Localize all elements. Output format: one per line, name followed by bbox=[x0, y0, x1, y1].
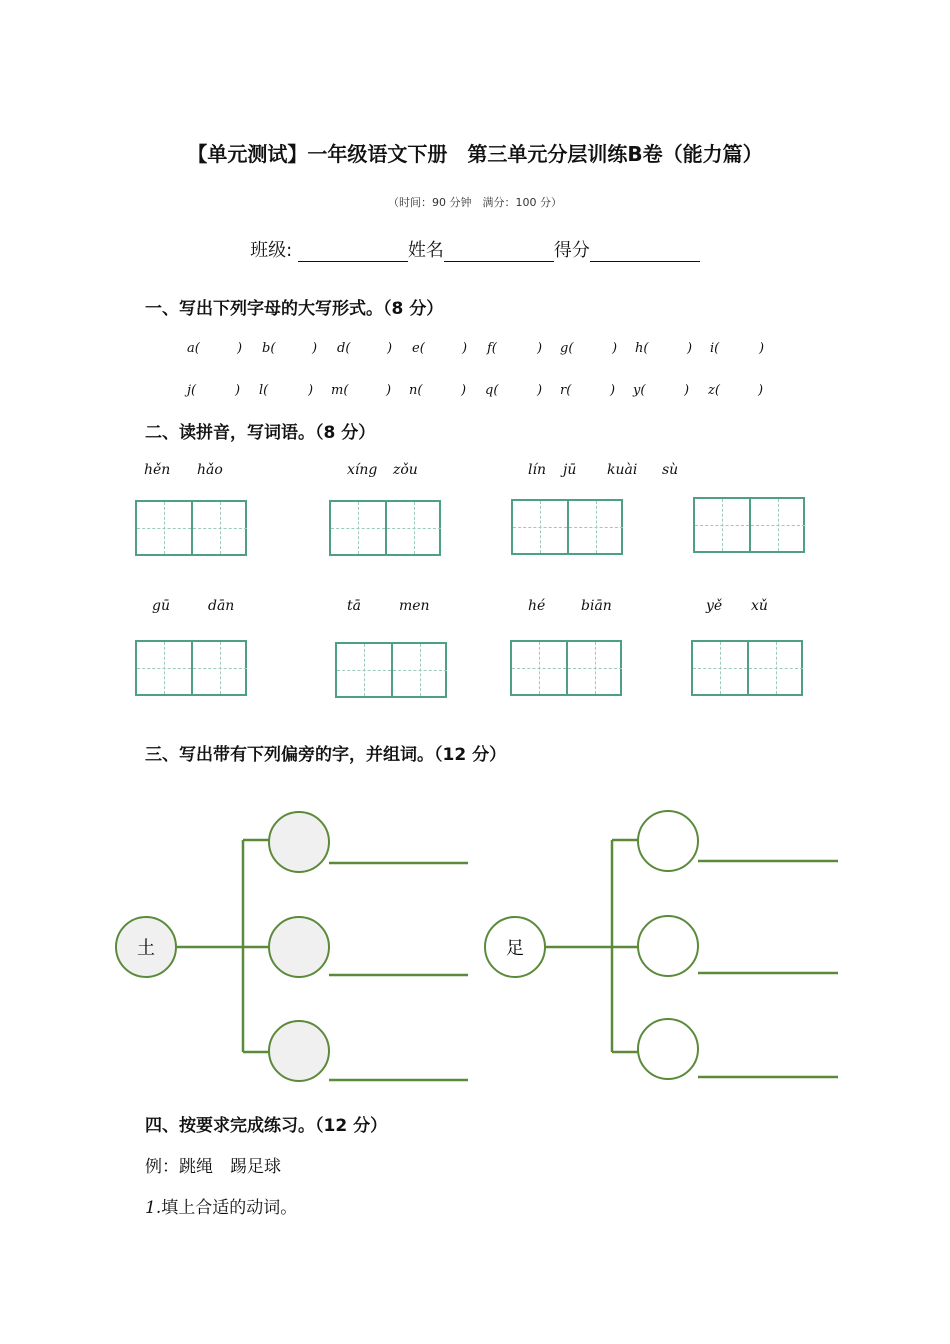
letter-item: b( bbox=[262, 341, 276, 356]
letter-close: ) bbox=[759, 341, 765, 356]
pinyin-syllable: lín bbox=[528, 462, 546, 478]
letter-close: ) bbox=[235, 383, 241, 398]
pinyin-syllable: men bbox=[399, 598, 430, 614]
section2-heading: 二、读拼音，写词语。（8 分） bbox=[145, 423, 376, 443]
pinyin-syllable: dān bbox=[208, 598, 235, 614]
letter-close: ) bbox=[610, 383, 616, 398]
pinyin-syllable: hěn bbox=[144, 462, 171, 478]
writing-grid[interactable] bbox=[693, 497, 805, 553]
student-info-line bbox=[0, 236, 950, 262]
section1-heading: 一、写出下列字母的大写形式。（8 分） bbox=[145, 299, 444, 319]
letter-item: i( bbox=[710, 341, 720, 356]
answer-circle[interactable] bbox=[269, 917, 329, 977]
letter-item: j( bbox=[187, 383, 197, 398]
answer-circle[interactable] bbox=[638, 811, 698, 871]
letter-item: d( bbox=[337, 341, 351, 356]
letter-close: ) bbox=[387, 341, 393, 356]
pinyin-syllable: tā bbox=[347, 598, 361, 614]
question-text: 填上合适的动词。 bbox=[161, 1198, 298, 1218]
pinyin-syllable: xǔ bbox=[751, 598, 768, 614]
letter-item: a( bbox=[187, 341, 200, 356]
example-line: 例：跳绳 踢足球 bbox=[145, 1157, 281, 1177]
letter-close: ) bbox=[687, 341, 693, 356]
radical-tree-right bbox=[485, 811, 838, 1079]
letter-item: y( bbox=[633, 383, 646, 398]
pinyin-syllable: jū bbox=[563, 462, 577, 478]
writing-grid[interactable] bbox=[691, 640, 803, 696]
letter-close: ) bbox=[758, 383, 764, 398]
radical-diagram bbox=[0, 790, 950, 1100]
page-title: 【单元测试】一年级语文下册 第三单元分层训练B卷（能力篇） bbox=[187, 142, 763, 166]
letter-close: ) bbox=[684, 383, 690, 398]
letter-item: f( bbox=[487, 341, 497, 356]
pinyin-syllable: hǎo bbox=[197, 462, 223, 478]
question-1 bbox=[145, 1193, 297, 1218]
letter-item: n( bbox=[409, 383, 423, 398]
letter-close: ) bbox=[237, 341, 243, 356]
letter-item: q( bbox=[485, 383, 499, 398]
name-label: 姓名 bbox=[407, 240, 444, 261]
radical-label: 土 bbox=[137, 938, 155, 959]
letter-close: ) bbox=[462, 341, 468, 356]
radical-label: 足 bbox=[506, 938, 524, 959]
letter-close: ) bbox=[308, 383, 314, 398]
class-label: 班级: bbox=[250, 240, 293, 261]
section4-heading: 四、按要求完成练习。（12 分） bbox=[145, 1116, 388, 1136]
name-blank[interactable] bbox=[444, 241, 554, 262]
score-blank[interactable] bbox=[590, 241, 700, 262]
writing-grid[interactable] bbox=[329, 500, 441, 556]
letter-item: e( bbox=[412, 341, 425, 356]
pinyin-syllable: yě bbox=[706, 598, 723, 614]
answer-circle[interactable] bbox=[269, 812, 329, 872]
score-label: 得分 bbox=[553, 240, 590, 261]
letter-close: ) bbox=[461, 383, 467, 398]
answer-circle[interactable] bbox=[269, 1021, 329, 1081]
writing-grid[interactable] bbox=[511, 499, 623, 555]
pinyin-syllable: kuài bbox=[607, 462, 638, 478]
answer-circle[interactable] bbox=[638, 1019, 698, 1079]
letter-close: ) bbox=[537, 341, 543, 356]
pinyin-syllable: zǒu bbox=[393, 462, 418, 478]
letter-item: l( bbox=[259, 383, 269, 398]
writing-grid[interactable] bbox=[510, 640, 622, 696]
letter-item: r( bbox=[560, 383, 572, 398]
pinyin-syllable: biān bbox=[581, 598, 612, 614]
letter-item: h( bbox=[635, 341, 649, 356]
letter-item: g( bbox=[560, 341, 574, 356]
writing-grid[interactable] bbox=[135, 500, 247, 556]
letter-item: z( bbox=[708, 383, 720, 398]
writing-grid[interactable] bbox=[335, 642, 447, 698]
letter-close: ) bbox=[386, 383, 392, 398]
letter-close: ) bbox=[537, 383, 543, 398]
exam-subtitle: （时间：90 分钟 满分：100 分） bbox=[388, 196, 562, 209]
radical-tree-left bbox=[116, 812, 468, 1081]
section3-heading: 三、写出带有下列偏旁的字，并组词。（12 分） bbox=[145, 745, 507, 765]
pinyin-syllable: sù bbox=[662, 462, 679, 478]
question-number: 1. bbox=[145, 1198, 162, 1218]
letter-close: ) bbox=[612, 341, 618, 356]
writing-grid[interactable] bbox=[135, 640, 247, 696]
pinyin-syllable: gū bbox=[152, 598, 170, 614]
pinyin-syllable: hé bbox=[528, 598, 546, 614]
answer-circle[interactable] bbox=[638, 916, 698, 976]
pinyin-syllable: xíng bbox=[347, 462, 378, 478]
class-blank[interactable] bbox=[298, 241, 408, 262]
letter-item: m( bbox=[331, 383, 349, 398]
letter-close: ) bbox=[312, 341, 318, 356]
